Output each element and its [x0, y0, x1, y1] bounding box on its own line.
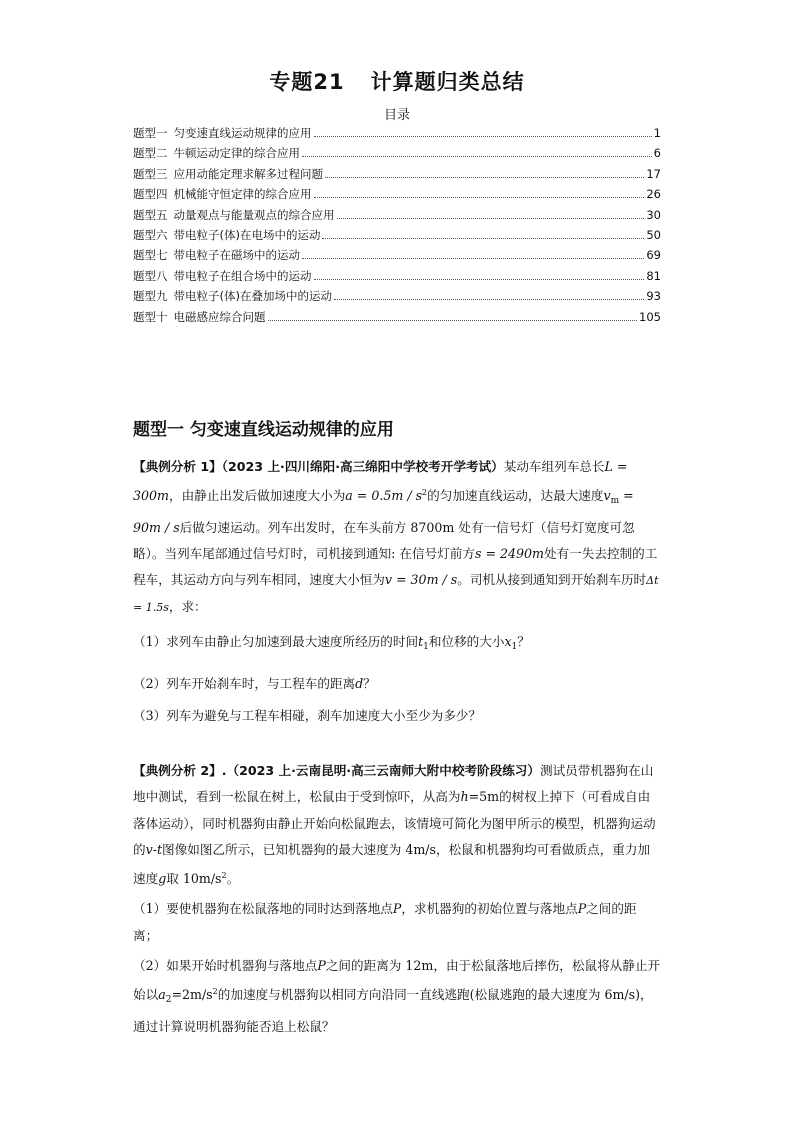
example-1 [133, 454, 661, 726]
page-title [0, 66, 794, 96]
toc-page-number: 26 [646, 187, 661, 202]
toc-item[interactable]: 题型二 牛顿运动定律的综合应用 6 [133, 146, 661, 161]
toc-item[interactable]: 题型九 带电粒子(体)在叠加场中的运动 93 [133, 289, 661, 304]
title-main: 计算题归类总结 [370, 70, 525, 94]
toc-item[interactable]: 题型七 带电粒子在磁场中的运动 69 [133, 248, 661, 263]
toc-page-number: 50 [646, 227, 661, 242]
toc-page-number: 69 [646, 248, 661, 263]
toc-item[interactable]: 题型三 应用动能定理求解多过程问题 17 [133, 166, 661, 181]
toc-item[interactable]: 题型六 带电粒子(体)在电场中的运动 50 [133, 227, 661, 242]
section-heading: 题型一 匀变速直线运动规律的应用 [133, 420, 394, 440]
example-2-question-1: （1）要使机器狗在松鼠落地的同时达到落地点P，求机器狗的初始位置与落地点P之间的距离； [133, 901, 637, 943]
toc-page-number: 1 [653, 126, 661, 140]
example-1-question-3: （3）列车为避免与工程车相碰，刹车加速度大小至少为多少？ [133, 707, 482, 723]
example-2-question-2: （2）如果开始时机器狗与落地点P之间的距离为 12m，由于松鼠落地后摔伤，松鼠将从静止开始以$a_2=2m/s^2$的加速度与机器狗以相同方向沿同一直线逃跑(松鼠逃跑的最大速度为 6m/s)，通过计算说明机器狗能否追上松鼠？ [133, 958, 661, 1034]
toc-page-number: 6 [653, 146, 661, 161]
toc-page-number: 81 [646, 268, 661, 283]
toc-item[interactable]: 题型四 机械能守恒定律的综合应用 26 [133, 187, 661, 202]
toc-heading: 目录 [383, 108, 410, 123]
toc-page-number: 17 [646, 166, 661, 181]
toc-item[interactable]: 题型十 电磁感应综合问题 105 [133, 309, 661, 324]
example-2 [133, 758, 661, 1040]
example-2-stem: 【典例分析 2】.（2023 上·云南昆明·高三云南师大附中校考阶段练习）测试员带机器狗在山地中测试，看到一松鼠在树上，松鼠由于受到惊吓，从高为h=5m的树杈上掉下（可看成自由落体运动），同时机器狗由静止开始向松鼠跑去，该情境可简化为图甲所示的模型，机器狗运动的v-t图像如图乙所示，已知机器狗的最大速度为 4m/s，松鼠和机器狗均可看做质点，重力加速度g取 $10m/s^2$。 [133, 763, 656, 887]
toc-item[interactable]: 题型八 带电粒子在组合场中的运动 81 [133, 268, 661, 283]
example-1-stem: 【典例分析 1】（2023 上·四川绵阳·高三绵阳中学校考开学考试）某动车组列车总长L = 300m，由静止出发后做加速度大小为$a = 0.5m / s^2$的匀加速直线运动，达最大速度$v_m = 90m / s$后做匀速运动。列车出发时，在车头前方 8700m 处有一信号灯（信号灯宽度可忽略）。当列车尾部通过信号灯时，司机接到通知: 在信号灯前方s = 2490m处有一失去控制的工程车，其运动方向与列车相同，速度大小恒为v = 30m / s。司机从接到通知到开始刹车历时Δt = 1.5s，求： [133, 459, 659, 615]
title-prefix: 专题21 [269, 70, 345, 94]
toc-page-number: 93 [646, 289, 661, 304]
toc-item[interactable]: 题型一 匀变速直线运动规律的应用 1 [133, 126, 661, 140]
table-of-contents [133, 125, 661, 329]
toc-page-number: 30 [646, 207, 661, 222]
toc-item[interactable]: 题型五 动量观点与能量观点的综合应用 30 [133, 207, 661, 222]
toc-page-number: 105 [639, 309, 661, 324]
example-1-question-2: （2）列车开始刹车时，与工程车的距离d？ [133, 675, 376, 691]
example-1-question-1: （1）求列车由静止匀加速到最大速度所经历的时间$t_1$和位移的大小$x_1$？ [133, 633, 530, 652]
